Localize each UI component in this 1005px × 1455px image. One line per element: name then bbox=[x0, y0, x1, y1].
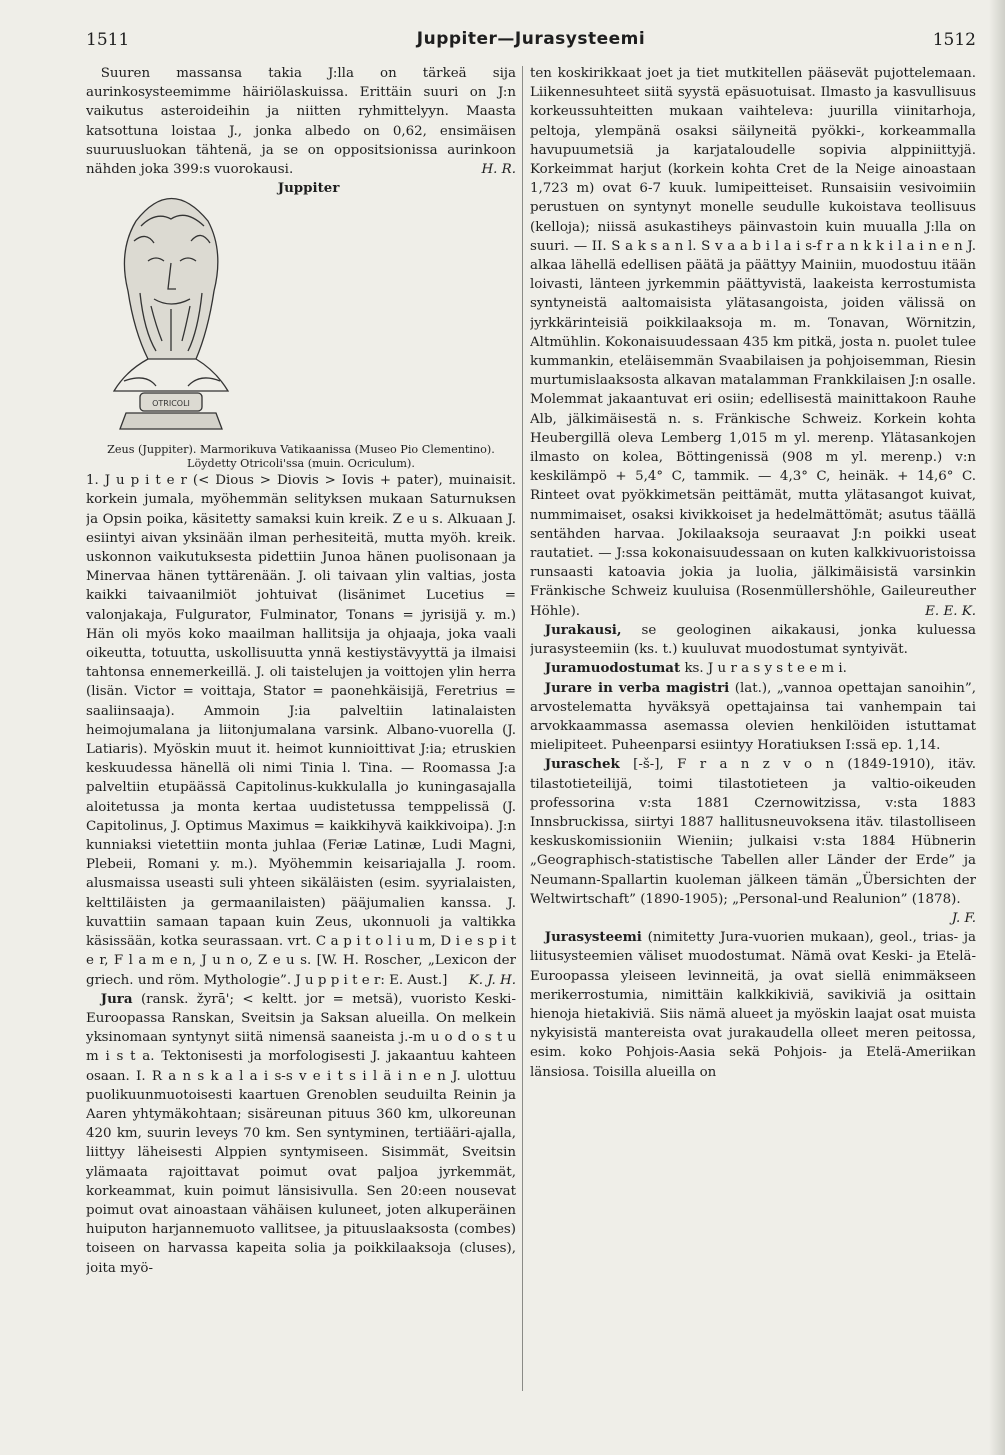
entry-jurakausi: Jurakausi, se geologinen aikakausi, jonka kuluessa jurasysteemiin (ks. t.) kuuluvat muodostumat syntyivät. bbox=[530, 621, 976, 658]
page-edge-shadow bbox=[989, 0, 1005, 1455]
headword: Jurakausi, bbox=[544, 621, 622, 638]
headword: Jurare in verba magistri bbox=[544, 679, 730, 696]
headword: Jurasysteemi bbox=[544, 929, 642, 946]
signature: E. E. K. bbox=[925, 603, 976, 619]
headword: Juramuodostumat bbox=[544, 660, 681, 677]
signature: J. F. bbox=[951, 910, 976, 926]
entry-juppiter bbox=[86, 179, 516, 439]
column-divider bbox=[522, 66, 523, 1391]
left-column: Suuren massansa takia J:lla on tärkeä sija aurinkosysteemimme häiriölaskuissa. Erittäin suuri on J:n vaikutus asteroideihin ja niitten ryhmittelyyn. Maasta katsottuna loistaa J., jonka albedo on 0,62, ensimäisen suuruusluokan tähtenä, ja se on oppositsionissa aurinkoon nähden joka 399:s vuorokausi. H. R. Juppiter OTRICOLI Zeus (Juppiter). Marmorikuva Vatikaanissa (Museo Pio Clementino). Löydetty Otricoli'ssa (muin. Ocriculum). 1. J u p i t e r (< Dious > Diovis > Iovis + pater), muinaisit. korkein jumala, myöhemmän selityksen mukaan Saturnuksen ja Opsin poika, käsitetty samaksi kuin kreik. Z e u s. Alkuaan J. esiintyi aivan yksinään ilman perhesiteitä, mutta myöh. kreik. uskonnon vaikutuksesta pidettiin Junoa hänen puolisonaan ja Minervaa hänen tyttärenään. J. oli taivaan ylin valtias, josta kaikki taivaanilmiöt johtuivat (lisänimet Lucetius = valonjakaja, Fulgurator, Fulminator, Tonans = jyrisijä y. m.) Hän oli myös koko maailman hallitsija ja ohjaaja, joka vaali oikeutta, totuutta, uskollisuutta ynnä kestiystävyyttä ja ilmaisi tahtonsa ennemerkeillä. J. oli taistelujen ja voittojen ylin herra (lisän. Victor = voittaja, Stator = paonehkäisijä, Feretrius = saaliinsaaja). Ammoin J:ia palveltiin latinalaisten heimojumalana ja liitonjumalana varsink. Albano-vuorella (J. Latiaris). Myöskin muut it. heimot kunnioittivat J:ia; etruskien keskuudessa hänellä oli nimi Tinia l. Tina. — Roomassa J:a palveltiin etupäässä Capitolinus-kukkulalla jo kuningasajalla aloitetussa ja monta kertaa uudistetussa temppelissä (J. Capitolinus, J. Optimus Maximus = kaikkihyvä kaikkivoipa). J:n kunniaksi vietettiin monta juhlaa (Feriæ Latinæ, Ludi Magni, Plebeii, Romani y. m.). Myöhemmin keisariajalla J. room. alusmaissa useasti suli yhteen sikäläisten (esim. syyrialaisten, kelttiläisten ja germaanilaisten) pääjumalien kanssa. J. kuvattiin samaan tapaan kuin Zeus, ukonnuoli ja valtikka käsissään, kotka seurassaan. vrt. C a p i t o l i u m, D i e s p i t e r, F l a m e n, J u n o, Z e u s. [W. H. Roscher, „Lexicon der griech. und röm. Mythologie”. J u p p i t e r: E. Aust.] K. J. H. Jura (ransk. žyrā'; < keltt. jor = metsä), vuoristo Keski-Euroopassa Ranskan, Sveitsin ja Saksan alueilla. On melkein yksinomaan syntynyt siitä nimensä saaneista j.-m u o d o s t u m i s t a. Tektonisesti ja morfologisesti J. jakaantuu kahteen osaan. I. R a n s k a l a i s-s v e i t s i l ä i n e n J. ulottuu puolikuunmuotoisesti kaartuen Grenoblen seuduilta Reinin ja Aaren yhtymäkohtaan; sisäreunan pituus 360 km, ulkoreunan 420 km, suurin leveys 70 km. Sen syntyminen, tertiääri-ajalla, liittyy läheisesti Alppien syntymiseen. Sisimmät, Sveitsin ylämaata rajoittavat poimut ovat paljoa jyrkemmät, korkeammat, kuin poimut länsisivulla. Sen 20:een nousevat poimut ovat ainoastaan vähäisen kuluneet, joten alkuperäinen huiputon harjannemuoto vallitsee, ja pituuslaaksosta (combes) toiseen on harvassa kapeita solia ja poikkilaaksoja (cluses), joita myö- bbox=[86, 64, 516, 1404]
headword: Jura bbox=[100, 990, 133, 1007]
right-column bbox=[530, 64, 976, 1404]
page-header bbox=[86, 30, 976, 62]
headword: Juppiter bbox=[277, 180, 340, 197]
running-title: Juppiter—Jurasysteemi bbox=[416, 29, 646, 49]
entry-jurasysteemi: Jurasysteemi (nimitetty Jura-vuorien mukaan), geol., trias- ja liitusysteemien väliset muodostumat. Nämä ovat Keski- ja Etelä-Euroopassa yleiseen levinneitä, ja ovat siellä enimmäkseen merikerrostumia, nimittäin kalkkikiviä, savikiviä ja osittain hienoja hietakiviä. Siis nämä alueet ja myöskin laajat osat muista nykyisistä mantereista ovat jurakaudella olleet meren peitossa, esim. koko Pohjois-Aasia sekä Pohjois- ja Etelä-Ameriikan länsiosa. Toisilla alueilla on bbox=[530, 929, 976, 1080]
signature: K. J. H. bbox=[468, 972, 516, 988]
zeus-bust-illustration bbox=[96, 181, 246, 439]
paragraph: Suuren massansa takia J:lla on tärkeä sija aurinkosysteemimme häiriölaskuissa. Erittäin suuri on J:n vaikutus asteroideihin ja niitten ryhmittelyyn. Maasta katsottuna loistaa J., jonka albedo on 0,62, ensimäisen suuruusluokan tähtenä, ja se on oppositsionissa aurinkoon nähden joka 399:s vuorokausi. H. R. bbox=[86, 64, 516, 179]
page-number-left: 1511 bbox=[86, 30, 130, 50]
headword: Juraschek bbox=[544, 756, 620, 773]
page-number-right: 1512 bbox=[932, 30, 976, 50]
signature: H. R. bbox=[481, 162, 516, 178]
entry-juramuodostumat: Juramuodostumat ks. J u r a s y s t e e m i. bbox=[544, 660, 847, 677]
entry-juraschek: Juraschek [-š-], F r a n z v o n (1849-1910), itäv. tilastotieteilijä, toimi tilastotieteen ja valtio-oikeuden professorina v:sta 1881 Czernowitzissa, v:sta 1883 Innsbruckissa, siirtyi 1887 hallitusneuvoksena itäv. tilastolliseen keskuskomissioniin Wieniin; julkaisi v:sta 1884 Hübnerin „Geographisch-statistische Tabellen aller Länder der Erde” ja Neumann-Spallartin kuoleman jälkeen tämän „Übersichten der Weltwirtschaft” (1890-1905); „Personal-und Realunion” (1878). J. F. bbox=[530, 755, 976, 928]
entry-jura: Jura (ransk. žyrā'; < keltt. jor = metsä), vuoristo Keski-Euroopassa Ranskan, Sveitsin ja Saksan alueilla. On melkein yksinomaan syntynyt siitä nimensä saaneista j.-m u o d o s t u m i s t a. Tektonisesti ja morfologisesti J. jakaantuu kahteen osaan. I. R a n s k a l a i s-s v e i t s i l ä i n e n J. ulottuu puolikuunmuotoisesti kaartuen Grenoblen seuduilta Reinin ja Aaren yhtymäkohtaan; sisäreunan pituus 360 km, ulkoreunan 420 km, suurin leveys 70 km. Sen syntyminen, tertiääri-ajalla, liittyy läheisesti Alppien syntymiseen. Sisimmät, Sveitsin ylämaata rajoittavat poimut ovat paljoa jyrkemmät, korkeammat, kuin poimut länsisivulla. Sen 20:een nousevat poimut ovat ainoastaan vähäisen kuluneet, joten alkuperäinen huiputon harjannemuoto vallitsee, ja pituuslaaksosta (combes) toiseen on harvassa kapeita solia ja poikkilaaksoja (cluses), joita myö- bbox=[86, 990, 516, 1276]
figure-caption: Zeus (Juppiter). Marmorikuva Vatikaanissa (Museo Pio Clementino). Löydetty Otricoli'ssa (muin. Ocriculum). bbox=[107, 443, 495, 471]
paragraph: ten koskirikkaat joet ja tiet mutkitellen pääsevät pujottelemaan. Liikennesuhteet siitä syystä epäsuotuisat. Ilmasto ja kasvullisuus korkeussuhteitten mukaan vaihteleva: juurilla viinitarhoja, peltoja, ylempänä osaksi säilyneitä pyökki-, korkeammalla havupuumetsiä ja karjataloudelle sopivia alppiniittyjä. Korkeimmat harjut (korkein kohta Cret de la Neige ainoastaan 1,723 m) ovat 6-7 kuuk. lumipeitteiset. Runsaisiin vesivoimiin perustuen on syntynyt monelle seudulle kukoistava teollisuus (kelloja); niissä asukastiheys päinvastoin kuin muualla J:lla on suuri. — II. S a k s a n l. S v a a b i l a i s-f r a n k k i l a i n e n J. alkaa lähellä edellisen päätä ja päättyy Mainiin, muodostuu itään loivasti, länteen jyrkemmin päättyvistä, laakeista kerrostumista syntyneistä aaltomaisista ylätasangoista, joiden välissä on jyrkkärinteisiä poikkilaaksoja m. m. Tonavan, Wörnitzin, Altmühlin. Kokonaisuudessaan 435 km pitkä, josta n. puolet tulee kummankin, eteläisemmän Svaabilaisen ja pohjoisemman, Riesin murtumislaaksosta alkavan matalamman Frankkilaisen J:n osalle. Molemmat jakaantuvat eri osiin; edellisestä mainittakoon Rauhe Alb, jälkimäisestä n. s. Fränkische Schweiz. Korkein kohta Heubergillä oleva Lemberg 1,015 m yl. merenp. Ylätasankojen ilmasto on kolea, Böttingenissä (908 m yl. merenp.) v:n keskilämpö + 5,4° C, tammik. — 4,3° C, heinäk. + 14,6° C. Rinteet ovat pyökkimetsän peittämät, mutta ylätasangot kuivat, nummimaiset, osaksi kivikkoiset ja hedelmättömät; asutus täällä sentähden harvaa. Jokilaaksoja seuraavat J:n poikki useat rautatiet. — J:ssa kokonaisuudessaan on kuten kalkkivuoristoissa runsaasti katoavia jokia ja luolia, jälkimäisistä varsinkin Fränkische Schweiz kuuluisa (Rosenmüllershöhle, Gaileureuther Höhle). E. E. K. bbox=[530, 64, 976, 621]
pedestal-inscription: OTRICOLI bbox=[152, 399, 190, 409]
zeus-figure bbox=[86, 181, 251, 439]
entry-jurare: Jurare in verba magistri (lat.), „vannoa opettajan sanoihin”, arvostelematta hyväksyä opettajainsa tai vanhempain tai arvokkaammassa asemassa olevien henkilöiden istuttamat mielipiteet. Puheenparsi esiintyy Horatiuksen I:ssä ep. 1,14. bbox=[530, 679, 976, 754]
